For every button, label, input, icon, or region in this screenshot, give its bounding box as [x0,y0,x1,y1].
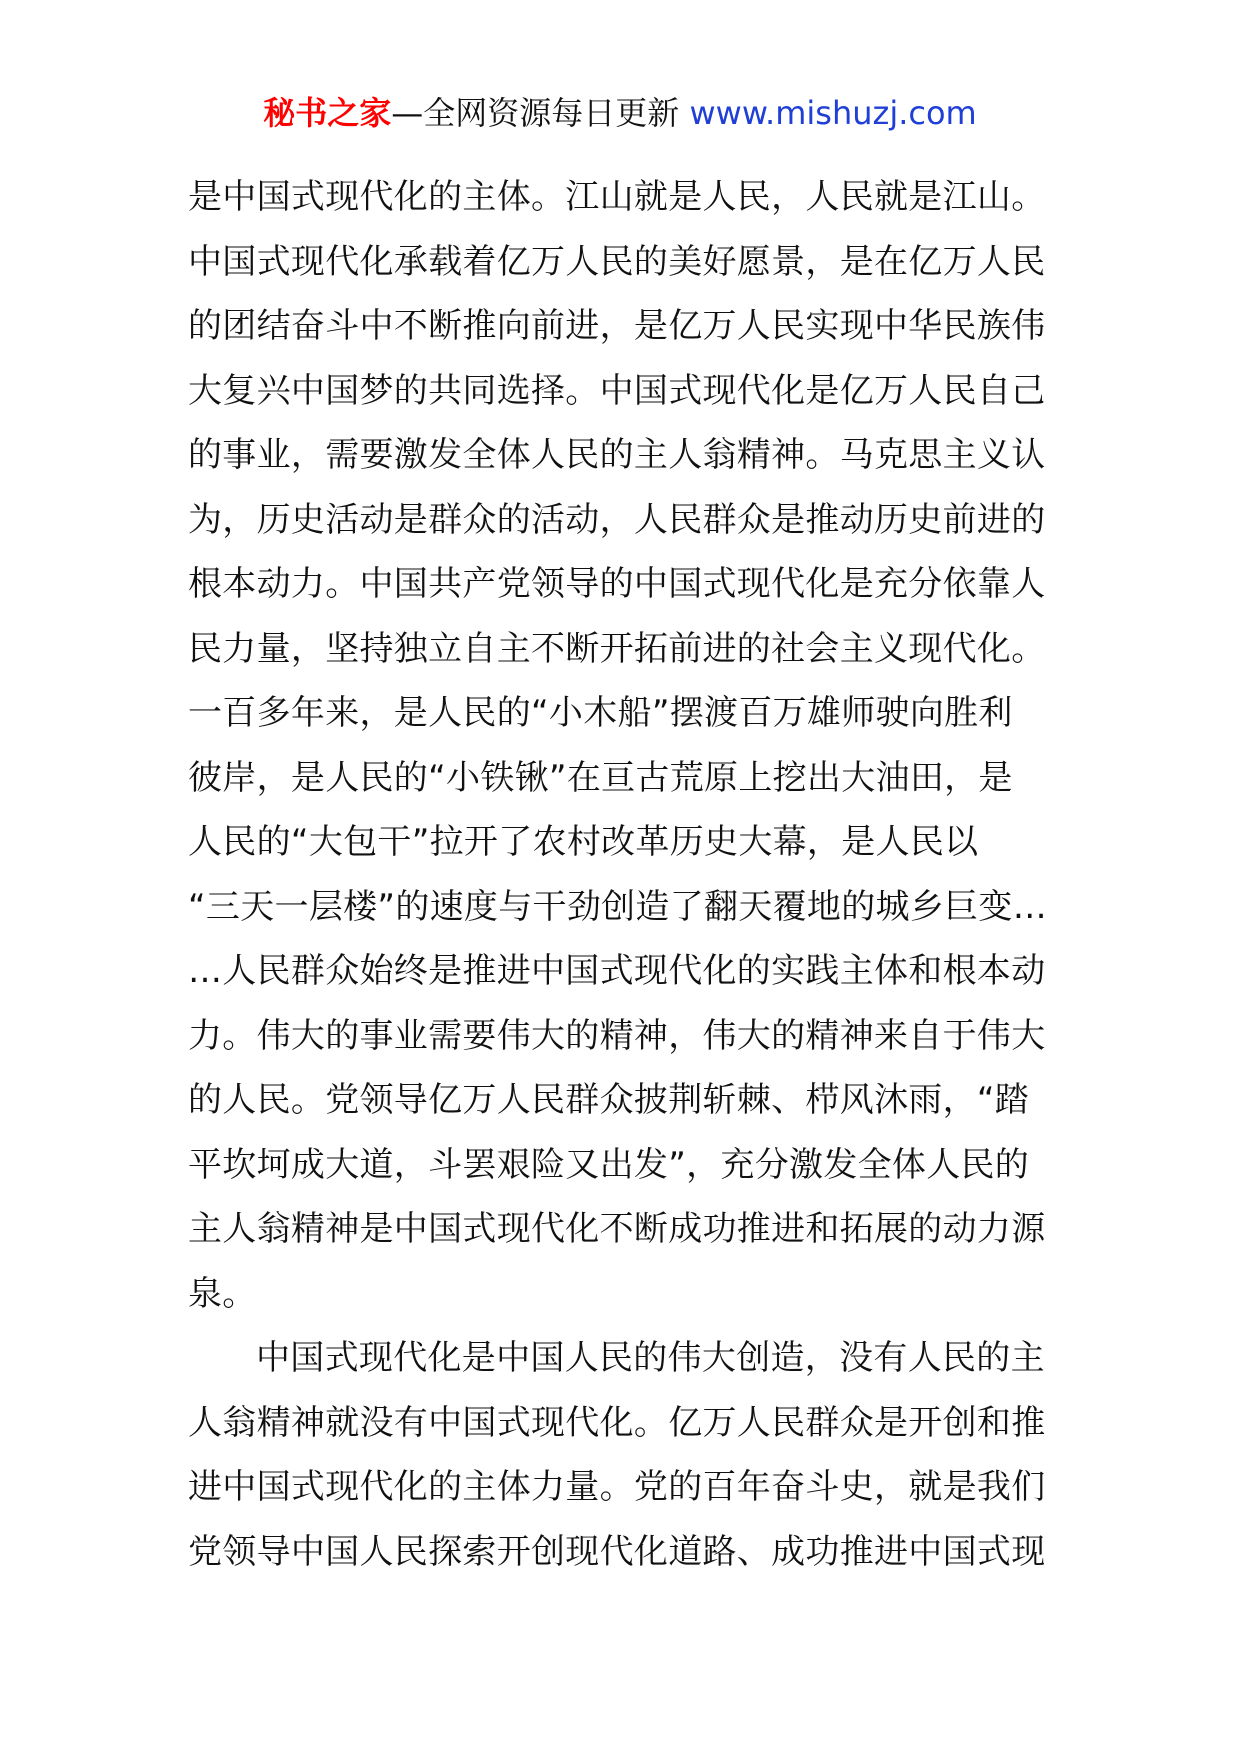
text-line: 人民的“大包干”拉开了农村改革历史大幕，是人民以 [188,822,979,862]
text-line: “三天一层楼”的速度与干劲创造了翻天覆地的城乡巨变… [188,886,1048,927]
text-line: 的团结奋斗中不断推向前进，是亿万人民实现中华民族伟 [188,306,1046,346]
text-line: 根本动力。中国共产党领导的中国式现代化是充分依靠人 [188,564,1046,604]
text-line: 大复兴中国梦的共同选择。中国式现代化是亿万人民自己 [188,370,1046,411]
text-line: 彼岸，是人民的“小铁锹”在亘古荒原上挖出大油田，是 [188,757,1013,798]
site-tagline: —全网资源每日更新 [391,94,690,132]
text-line: 中国式现代化是中国人民的伟大创造，没有人民的主 [256,1338,1045,1378]
document-body [188,165,1056,1584]
text-line: 泉。 [188,1273,257,1314]
text-line: 民力量，坚持独立自主不断开拓前进的社会主义现代化。 [188,628,1046,669]
text-line: 是中国式现代化的主体。江山就是人民，人民就是江山。 [188,177,1046,217]
text-line: 为，历史活动是群众的活动，人民群众是推动历史前进的 [188,499,1046,540]
text-line: 中国式现代化承载着亿万人民的美好愿景，是在亿万人民 [188,241,1046,282]
text-line: 的人民。党领导亿万人民群众披荆斩棘、栉风沐雨，“踏 [188,1080,1030,1120]
site-brand: 秘书之家 [263,94,392,132]
text-line: 人翁精神就没有中国式现代化。亿万人民群众是开创和推 [188,1402,1046,1443]
text-line: 一百多年来，是人民的“小木船”摆渡百万雄师驶向胜利 [188,693,1013,733]
text-line: 进中国式现代化的主体力量。党的百年奋斗史，就是我们 [188,1467,1046,1507]
text-line: …人民群众始终是推进中国式现代化的实践主体和根本动 [188,951,1046,991]
text-line: 平坎坷成大道，斗罢艰险又出发”，充分激发全体人民的 [188,1144,1030,1185]
text-line: 力。伟大的事业需要伟大的精神，伟大的精神来自于伟大 [188,1015,1046,1056]
text-line: 主人翁精神是中国式现代化不断成功推进和拓展的动力源 [188,1209,1046,1249]
site-url-link[interactable]: www.mishuzj.com [689,94,977,132]
page-header [0,92,1240,134]
text-line: 党领导中国人民探索开创现代化道路、成功推进中国式现 [188,1531,1046,1572]
text-line: 的事业，需要激发全体人民的主人翁精神。马克思主义认 [188,435,1046,475]
